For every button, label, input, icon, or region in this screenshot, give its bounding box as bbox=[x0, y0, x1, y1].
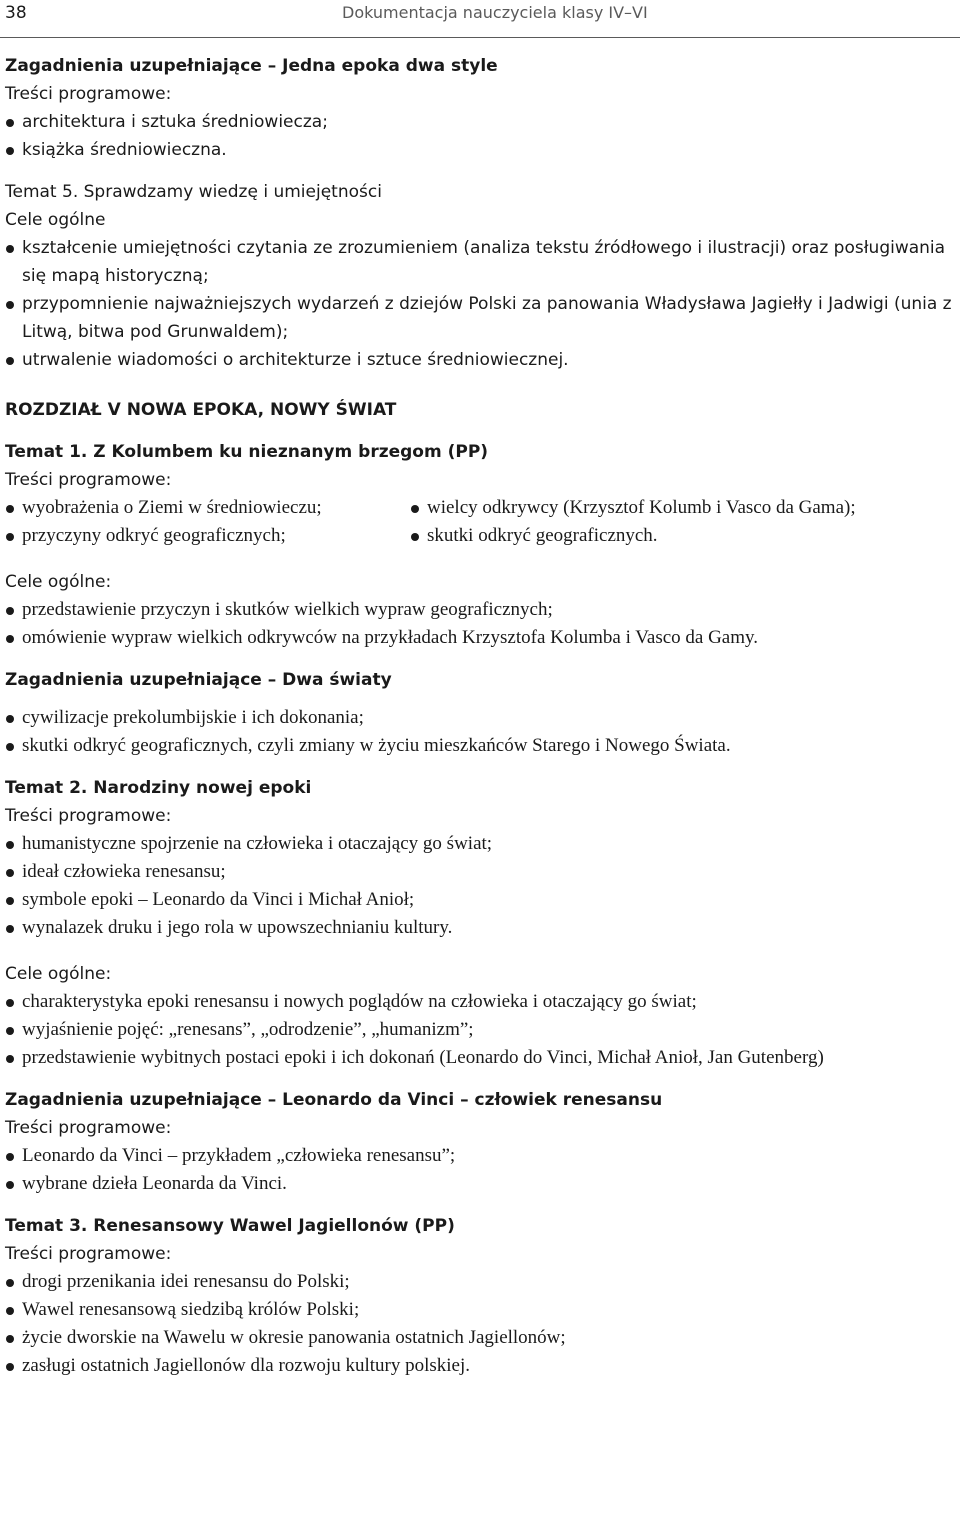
tresci-list-left bbox=[5, 494, 410, 550]
list-item: skutki odkryć geograficznych, czyli zmiany w życiu mieszkańców Starego i Nowego Świata. bbox=[5, 732, 955, 760]
list-item: zasługi ostatnich Jagiellonów dla rozwoju kultury polskiej. bbox=[5, 1352, 955, 1380]
list-item: wielcy odkrywcy (Krzysztof Kolumb i Vasco da Gama); bbox=[410, 494, 955, 522]
section-temat-2 bbox=[5, 774, 955, 1072]
list-item: humanistyczne spojrzenie na człowieka i otaczający go świat; bbox=[5, 830, 955, 858]
list-item: przyczyny odkryć geograficznych; bbox=[5, 522, 410, 550]
list-item: Wawel renesansową siedzibą królów Polski; bbox=[5, 1296, 955, 1324]
page-header bbox=[0, 0, 960, 36]
cele-list bbox=[5, 234, 955, 374]
tresci-label: Treści programowe: bbox=[5, 1244, 172, 1264]
section-heading: Temat 1. Z Kolumbem ku nieznanym brzegom (PP) bbox=[5, 442, 489, 462]
section-heading: Zagadnienia uzupełniające – Jedna epoka dwa style bbox=[5, 56, 498, 76]
list-item: utrwalenie wiadomości o architekturze i sztuce średniowiecznej. bbox=[5, 346, 955, 374]
section-temat-1 bbox=[5, 438, 955, 652]
section-heading: Temat 3. Renesansowy Wawel Jagiellonów (PP) bbox=[5, 1216, 455, 1236]
cele-label: Cele ogólne bbox=[5, 210, 106, 230]
section-heading: Zagadnienia uzupełniające – Dwa światy bbox=[5, 670, 392, 690]
tresci-list bbox=[5, 1268, 955, 1380]
list-item: wynalazek druku i jego rola w upowszechnianiu kultury. bbox=[5, 914, 955, 942]
list-item: Leonardo da Vinci – przykładem „człowieka renesansu”; bbox=[5, 1142, 955, 1170]
list-item: wybrane dzieła Leonarda da Vinci. bbox=[5, 1170, 955, 1198]
list-item: kształcenie umiejętności czytania ze zrozumieniem (analiza tekstu źródłowego i ilustracji) oraz posługiwania się mapą historyczną; bbox=[5, 234, 955, 290]
items-list bbox=[5, 704, 955, 760]
section-heading: Zagadnienia uzupełniające – Leonardo da Vinci – człowiek renesansu bbox=[5, 1090, 663, 1110]
tresci-columns bbox=[5, 494, 955, 550]
list-item: życie dworskie na Wawelu w okresie panowania ostatnich Jagiellonów; bbox=[5, 1324, 955, 1352]
list-item: wyobrażenia o Ziemi w średniowieczu; bbox=[5, 494, 410, 522]
running-title: Dokumentacja nauczyciela klasy IV–VI bbox=[342, 3, 648, 22]
tresci-label: Treści programowe: bbox=[5, 84, 172, 104]
section-temat-5 bbox=[5, 178, 955, 374]
cele-label: Cele ogólne: bbox=[5, 964, 112, 984]
list-item: omówienie wypraw wielkich odkrywców na przykładach Krzysztofa Kolumba i Vasco da Gamy. bbox=[5, 624, 955, 652]
list-item: architektura i sztuka średniowiecza; bbox=[5, 108, 955, 136]
list-item: przypomnienie najważniejszych wydarzeń z dziejów Polski za panowania Władysława Jagiełły i Jadwigi (unia z Litwą, bitwa pod Grunwaldem); bbox=[5, 290, 955, 346]
tresci-label: Treści programowe: bbox=[5, 806, 172, 826]
list-item: symbole epoki – Leonardo da Vinci i Michał Anioł; bbox=[5, 886, 955, 914]
list-item: wyjaśnienie pojęć: „renesans”, „odrodzenie”, „humanizm”; bbox=[5, 1016, 955, 1044]
list-item: książka średniowieczna. bbox=[5, 136, 955, 164]
cele-label: Cele ogólne: bbox=[5, 572, 112, 592]
list-item: skutki odkryć geograficznych. bbox=[410, 522, 955, 550]
tresci-list bbox=[5, 1142, 955, 1198]
list-item: przedstawienie przyczyn i skutków wielkich wypraw geograficznych; bbox=[5, 596, 955, 624]
section-leonardo bbox=[5, 1086, 955, 1198]
tresci-list-right bbox=[410, 494, 955, 550]
chapter-heading: ROZDZIAŁ V NOWA EPOKA, NOWY ŚWIAT bbox=[5, 400, 397, 420]
section-jedna-epoka bbox=[5, 52, 955, 164]
section-temat-3 bbox=[5, 1212, 955, 1380]
list-item: cywilizacje prekolumbijskie i ich dokonania; bbox=[5, 704, 955, 732]
tresci-list bbox=[5, 108, 955, 164]
page-number: 38 bbox=[5, 3, 27, 23]
header-rule bbox=[0, 37, 960, 38]
cele-list bbox=[5, 988, 955, 1072]
section-heading: Temat 5. Sprawdzamy wiedzę i umiejętności bbox=[5, 182, 382, 202]
cele-list bbox=[5, 596, 955, 652]
list-item: przedstawienie wybitnych postaci epoki i ich dokonań (Leonardo do Vinci, Michał Anioł, Jan Gutenberg) bbox=[5, 1044, 955, 1072]
list-item: charakterystyka epoki renesansu i nowych poglądów na człowieka i otaczający go świat; bbox=[5, 988, 955, 1016]
page-content bbox=[5, 52, 955, 1380]
section-heading: Temat 2. Narodziny nowej epoki bbox=[5, 778, 312, 798]
tresci-label: Treści programowe: bbox=[5, 470, 172, 490]
tresci-list bbox=[5, 830, 955, 942]
list-item: ideał człowieka renesansu; bbox=[5, 858, 955, 886]
section-dwa-swiaty bbox=[5, 666, 955, 760]
list-item: drogi przenikania idei renesansu do Polski; bbox=[5, 1268, 955, 1296]
tresci-label: Treści programowe: bbox=[5, 1118, 172, 1138]
